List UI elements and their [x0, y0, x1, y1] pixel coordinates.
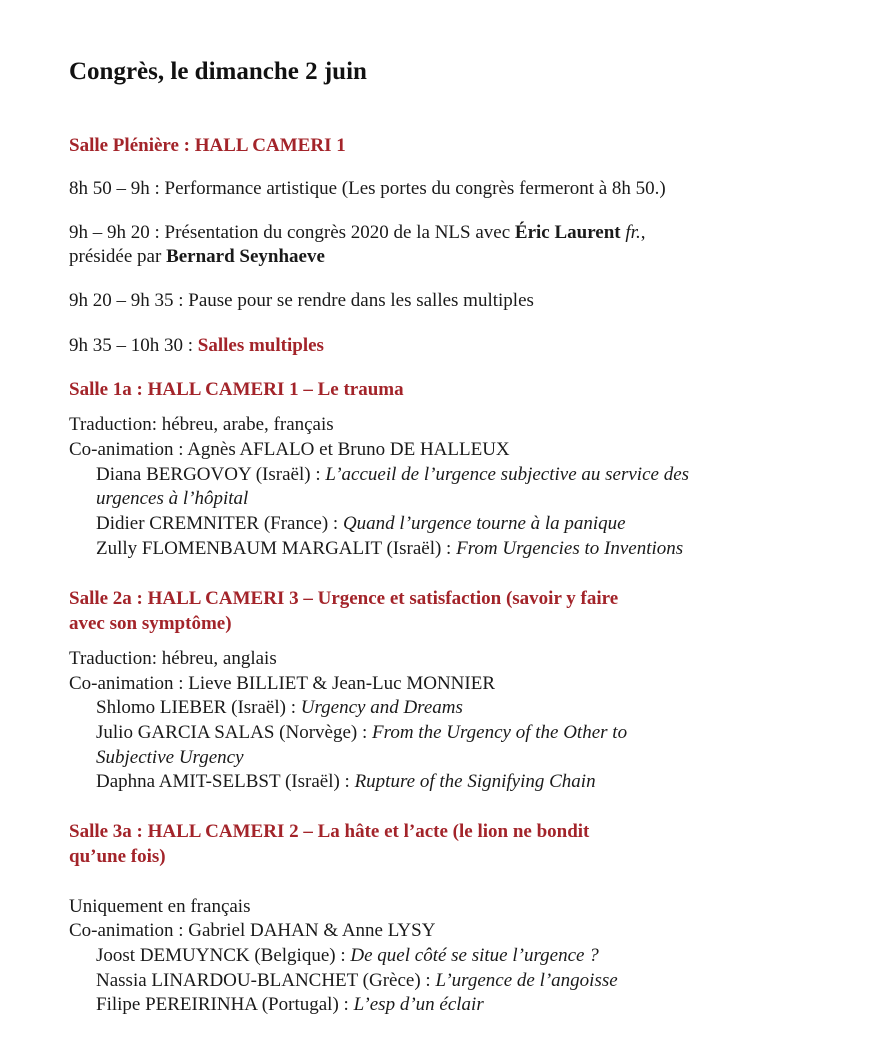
- talk-title: From the Urgency of the Other to: [372, 722, 628, 743]
- room-3a-coanimation: Co-animation : Gabriel DAHAN & Anne LYSY: [69, 920, 436, 941]
- punctuation: ,: [640, 222, 646, 243]
- schedule-text: présidée par: [69, 246, 167, 267]
- talk-title-continued: urgences à l’hôpital: [96, 488, 249, 509]
- schedule-item-salles-multiples: [69, 333, 324, 358]
- schedule-text: Performance artistique (Les portes du congrès fermeront à 8h 50.): [164, 178, 666, 199]
- talk-item: [96, 769, 596, 794]
- room-3a-translation: Uniquement en français: [69, 896, 251, 917]
- schedule-time: 9h – 9h 20 :: [69, 222, 165, 243]
- talk-speaker: Diana BERGOVOY (Israël) :: [96, 464, 326, 485]
- schedule-time: 8h 50 – 9h :: [69, 178, 165, 199]
- talk-item: [96, 968, 618, 993]
- talk-speaker: Zully FLOMENBAUM MARGALIT (Israël) :: [96, 538, 457, 559]
- talk-item: [96, 511, 626, 536]
- schedule-time: 9h 20 – 9h 35 :: [69, 290, 189, 311]
- schedule-item-presentation-line2: [69, 244, 325, 269]
- schedule-item-presentation: [69, 220, 645, 245]
- room-1a-coanimation: Co-animation : Agnès AFLALO et Bruno DE HALLEUX: [69, 439, 510, 460]
- room-3a-heading-line2: qu’une fois): [69, 846, 166, 867]
- talk-title: From Urgencies to Inventions: [456, 538, 684, 559]
- talk-item: [96, 943, 599, 968]
- talk-speaker: Didier CREMNITER (France) :: [96, 513, 343, 534]
- talk-title: L’urgence de l’angoisse: [435, 970, 618, 991]
- speaker-language: fr.: [620, 222, 641, 243]
- speaker-name: Éric Laurent: [514, 222, 621, 243]
- talk-item: [96, 695, 463, 720]
- talk-item: [96, 992, 484, 1017]
- talk-title-continued: Subjective Urgency: [96, 747, 244, 768]
- room-3a-heading: Salle 3a : HALL CAMERI 2 – La hâte et l’acte (le lion ne bondit: [69, 821, 590, 842]
- talk-item: [96, 720, 627, 745]
- talk-item: [96, 462, 689, 487]
- talk-speaker: Daphna AMIT-SELBST (Israël) :: [96, 771, 355, 792]
- talk-title: Rupture of the Signifying Chain: [354, 771, 596, 792]
- schedule-text: Présentation du congrès 2020 de la NLS avec: [164, 222, 515, 243]
- talk-title: Urgency and Dreams: [300, 697, 463, 718]
- room-2a-translation: Traduction: hébreu, anglais: [69, 648, 277, 669]
- talk-speaker: Nassia LINARDOU-BLANCHET (Grèce) :: [96, 970, 436, 991]
- talk-speaker: Shlomo LIEBER (Israël) :: [96, 697, 301, 718]
- room-2a-heading-line2: avec son symptôme): [69, 613, 232, 634]
- page-title: Congrès, le dimanche 2 juin: [69, 58, 367, 85]
- room-1a-translation: Traduction: hébreu, arabe, français: [69, 414, 334, 435]
- plenary-heading: Salle Plénière : HALL CAMERI 1: [69, 135, 346, 156]
- talk-speaker: Filipe PEREIRINHA (Portugal) :: [96, 994, 354, 1015]
- schedule-text: Pause pour se rendre dans les salles multiples: [188, 290, 534, 311]
- schedule-item-pause: [69, 288, 534, 313]
- schedule-time: 9h 35 – 10h 30 :: [69, 335, 198, 356]
- room-2a-coanimation: Co-animation : Lieve BILLIET & Jean-Luc MONNIER: [69, 673, 495, 694]
- talk-title: De quel côté se situe l’urgence ?: [350, 945, 599, 966]
- talk-title: L’esp d’un éclair: [353, 994, 484, 1015]
- chair-name: Bernard Seynhaeve: [166, 246, 325, 267]
- talk-title: L’accueil de l’urgence subjective au service des: [325, 464, 690, 485]
- talk-speaker: Joost DEMUYNCK (Belgique) :: [96, 945, 351, 966]
- room-1a-heading: Salle 1a : HALL CAMERI 1 – Le trauma: [69, 379, 404, 400]
- schedule-highlight: Salles multiples: [197, 335, 324, 356]
- room-2a-heading: Salle 2a : HALL CAMERI 3 – Urgence et satisfaction (savoir y faire: [69, 588, 619, 609]
- talk-speaker: Julio GARCIA SALAS (Norvège) :: [96, 722, 373, 743]
- talk-title: Quand l’urgence tourne à la panique: [342, 513, 626, 534]
- schedule-item-performance: [69, 176, 666, 201]
- talk-item: [96, 536, 683, 561]
